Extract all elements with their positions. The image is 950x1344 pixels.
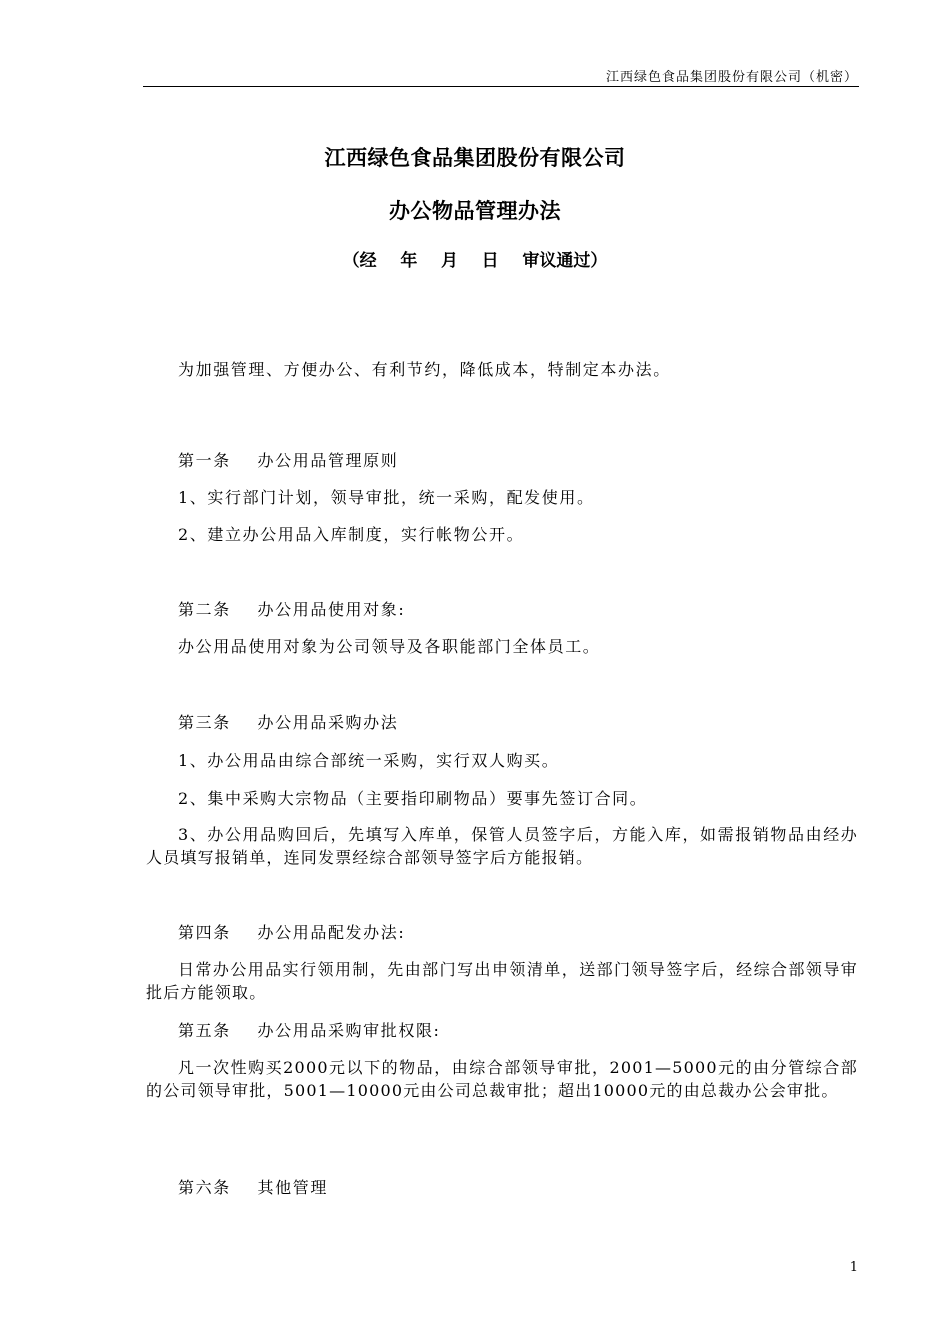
article6-heading: 第六条 其他管理	[178, 1178, 328, 1197]
article1-item-1: 1、实行部门计划，领导审批，统一采购，配发使用。	[178, 488, 595, 507]
intro-text: 为加强管理、方便办公、有利节约，降低成本，特制定本办法。	[178, 360, 671, 379]
approval-line	[0, 246, 950, 271]
article3-item-1: 1、办公用品由综合部统一采购，实行双人购买。	[178, 751, 560, 770]
header-company-confidential: 江西绿色食品集团股份有限公司（机密）	[605, 70, 858, 85]
article3-item-2: 2、集中采购大宗物品（主要指印刷物品）要事先签订合同。	[178, 789, 648, 808]
article3-item-3: 3、办公用品购回后，先填写入库单，保管人员签字后，方能入库，如需报销物品由经办人员填写报销单，连同发票经综合部领导签字后方能报销。	[146, 825, 858, 867]
page-number: 1	[849, 1260, 858, 1275]
article5-heading: 第五条 办公用品采购审批权限:	[178, 1021, 441, 1040]
article2-text: 办公用品使用对象为公司领导及各职能部门全体员工。	[178, 637, 601, 656]
article1-item-2: 2、建立办公用品入库制度，实行帐物公开。	[178, 525, 525, 544]
header-rule	[143, 86, 859, 87]
article3-heading: 第三条 办公用品采购办法	[178, 713, 399, 732]
article5-text: 凡一次性购买2000元以下的物品，由综合部领导审批，2001—5000元的由分管综合部的公司领导审批，5001—10000元由公司总裁审批；超出10000元的由总裁办公会审批。	[146, 1058, 858, 1100]
document-title: 办公物品管理办法	[389, 199, 561, 223]
company-title: 江西绿色食品集团股份有限公司	[324, 146, 626, 170]
approval-text: （经 年 月 日 审议通过）	[342, 251, 608, 271]
article4-heading: 第四条 办公用品配发办法:	[178, 923, 406, 942]
article2-heading: 第二条 办公用品使用对象:	[178, 600, 406, 619]
article4-text: 日常办公用品实行领用制，先由部门写出申领清单，送部门领导签字后，经综合部领导审批后方能领取。	[146, 960, 858, 1002]
article1-heading: 第一条 办公用品管理原则	[178, 451, 399, 470]
